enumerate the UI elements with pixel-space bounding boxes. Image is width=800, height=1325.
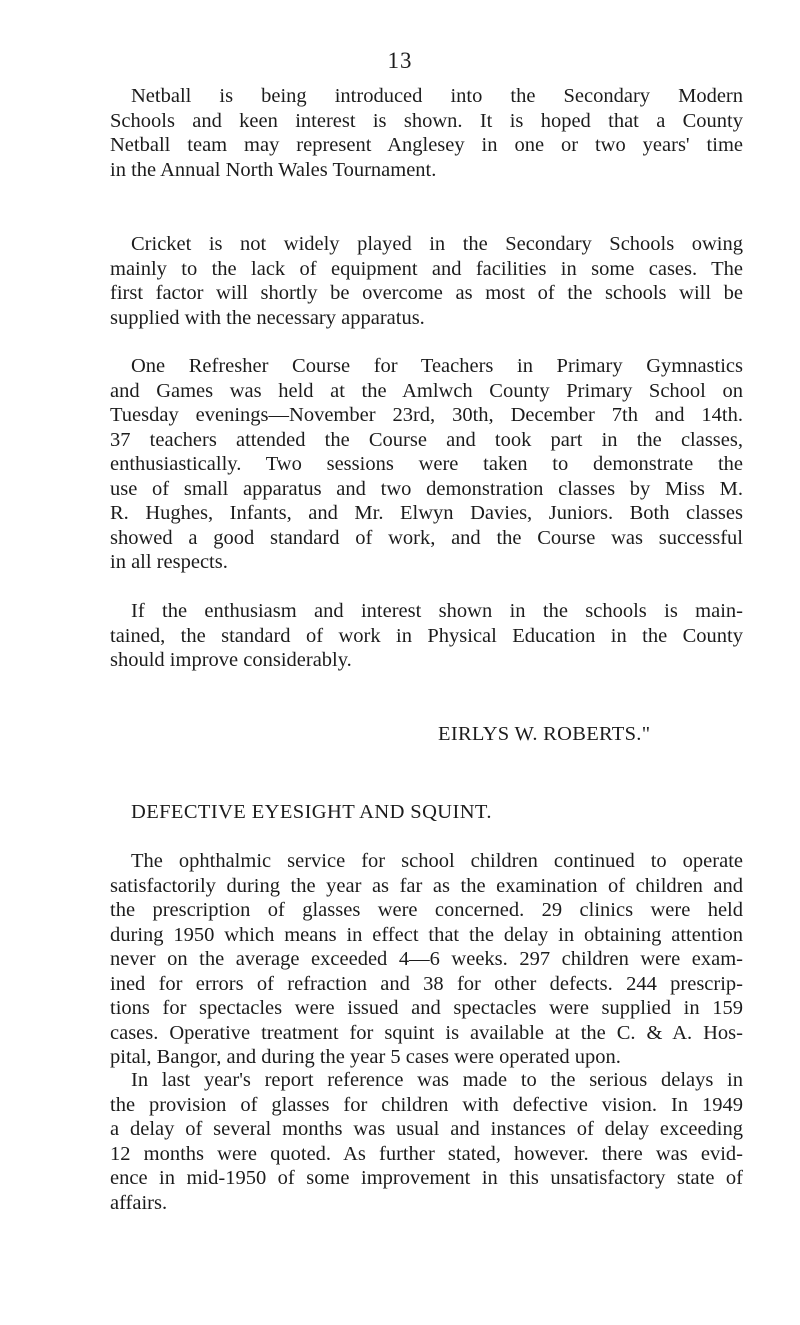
text-line: The ophthalmic service for school children continued to operate [131,850,743,872]
text-line: Netball is being introduced into the Secondary Modern [131,85,743,107]
paragraph-enthusiasm [110,599,743,673]
text-line: never on the average exceeded 4—6 weeks. 297 children were exam- [110,948,743,970]
paragraph-refresher-course [110,354,743,575]
text-line: the provision of glasses for children with defective vision. In 1949 [110,1093,743,1116]
text-line: If the enthusiasm and interest shown in the schools is main- [131,600,743,622]
text-line: a delay of several months was usual and instances of delay exceeding [110,1118,743,1140]
text-line: in all respects. [110,551,228,573]
paragraph-glasses-delays [110,1068,743,1215]
paragraph-cricket [110,232,743,330]
text-line: tions for spectacles were issued and spectacles were supplied in 159 [110,997,743,1019]
text-line: 37 teachers attended the Course and took part in the classes, [110,428,743,451]
text-line: supplied with the necessary apparatus. [110,306,425,329]
text-line: ence in mid-1950 of some improvement in this unsatisfactory state of [110,1167,743,1189]
text-line: should improve considerably. [110,649,352,671]
text-line: One Refresher Course for Teachers in Primary Gymnastics [131,355,743,377]
text-line: ined for errors of refraction and 38 for other defects. 244 prescrip- [110,972,743,995]
text-line: showed a good standard of work, and the Course was successful [110,526,743,549]
text-line: mainly to the lack of equipment and facilities in some cases. The [110,257,743,280]
text-line: pital, Bangor, and during the year 5 cases were operated upon. [110,1046,621,1068]
text-line: Cricket is not widely played in the Secondary Schools owing [131,233,743,255]
page-number: 13 [387,48,413,73]
text-line: Schools and keen interest is shown. It is hoped that a County [110,109,743,132]
text-line: the prescription of glasses were concerned. 29 clinics were held [110,899,743,921]
text-line: Tuesday evenings—November 23rd, 30th, December 7th and 14th. [110,404,743,426]
text-line: satisfactorily during the year as far as the examination of children and [110,874,743,897]
signature: EIRLYS W. ROBERTS." [438,723,651,745]
section-heading: DEFECTIVE EYESIGHT AND SQUINT. [131,801,492,823]
paragraph-netball [110,84,743,182]
text-line: first factor will shortly be overcome as most of the schools will be [110,282,743,304]
text-line: affairs. [110,1191,168,1214]
text-line: and Games was held at the Amlwch County Primary School on [110,379,743,402]
text-line: cases. Operative treatment for squint is available at the C. & A. Hos- [110,1021,743,1044]
text-line: tained, the standard of work in Physical Education in the County [110,624,743,647]
paragraph-ophthalmic-service [110,849,743,1070]
text-line: use of small apparatus and two demonstration classes by Miss M. [110,477,743,500]
text-line: Netball team may represent Anglesey in one or two years' time [110,134,743,156]
text-line: In last year's report reference was made to the serious delays in [131,1069,743,1091]
text-line: in the Annual North Wales Tournament. [110,158,437,181]
text-line: 12 months were quoted. As further stated, however. there was evid- [110,1142,743,1165]
text-line: R. Hughes, Infants, and Mr. Elwyn Davies, Juniors. Both classes [110,502,743,524]
text-line: during 1950 which means in effect that the delay in obtaining attention [110,923,743,946]
text-line: enthusiastically. Two sessions were taken to demonstrate the [110,453,743,475]
